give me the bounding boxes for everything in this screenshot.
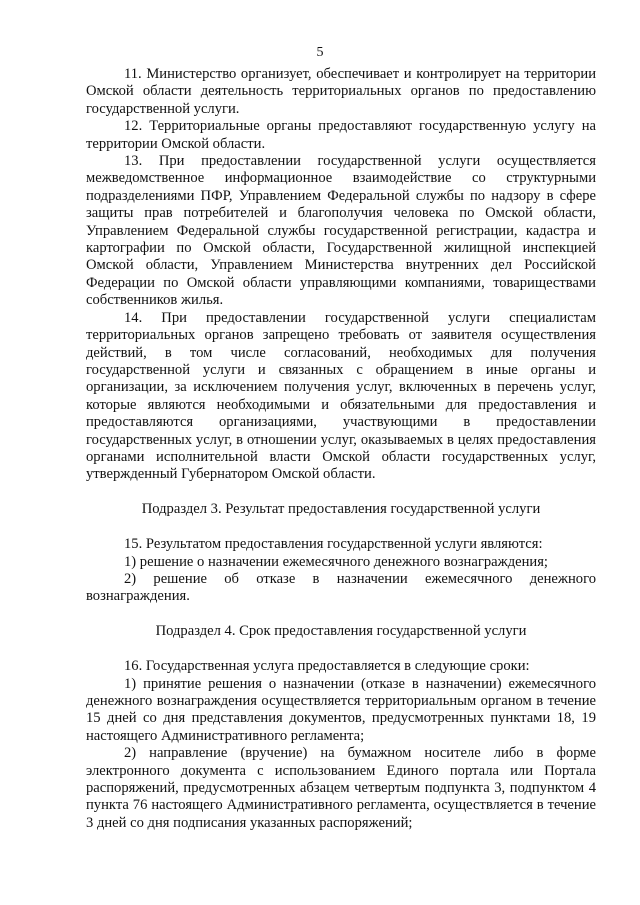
paragraph-14: 14. При предоставлении государственной услуги специалистам территориальных органов запрещено требовать от заявителя осуществления действий, в том числе согласований, необходимых для получения государственной услуги и связанных с обращением в иные органы и организации, за исключением получения услуг, включенных в перечень услуг, которые являются необходимыми и обязательными для предоставления и предоставляются организациями, участвующими в предоставлении государственных услуг, в отношении услуг, оказываемых в целях предоставления органами исполнительной власти Омской области государственных услуг, утвержденный Губернатором Омской области. bbox=[86, 309, 596, 483]
paragraph-15: 15. Результатом предоставления государственной услуги являются: bbox=[124, 536, 543, 553]
paragraph-15-item-2: 2) решение об отказе в назначении ежемесячного денежного вознаграждения. bbox=[86, 570, 596, 605]
paragraph-16-item-2: 2) направление (вручение) на бумажном носителе либо в форме электронного документа с использованием Единого портала или Портала распоряжений, предусмотренных абзацем четвертым подпункта 3, подпунктом 4 пункта 76 настоящего Административного регламента, осуществляется в течение 3 дней со дня подписания указанных распоряжений; bbox=[86, 745, 596, 831]
paragraph-12: 12. Территориальные органы предоставляют государственную услугу на территории Омской области. bbox=[86, 118, 596, 152]
page-number: 5 bbox=[316, 45, 324, 60]
document-body bbox=[86, 66, 596, 832]
paragraph-13: 13. При предоставлении государственной услуги осуществляется межведомственное информационное взаимодействие со структурными подразделениями ПФР, Управлением Федеральной службы по надзору в сфере защиты прав потребителей и благополучия человека по Омской области, Управлением Федеральной службы государственной регистрации, кадастра и картографии по Омской области, Государственной жилищной инспекцией Омской области, Управлением Министерства внутренних дел Российской Федерации по Омской области управляющими компаниями, товариществами собственников жилья. bbox=[86, 153, 596, 309]
subsection-3-heading: Подраздел 3. Результат предоставления государственной услуги bbox=[141, 500, 541, 517]
subsection-4-heading: Подраздел 4. Срок предоставления государственной услуги bbox=[155, 622, 527, 639]
paragraph-11: 11. Министерство организует, обеспечивает и контролирует на территории Омской области деятельность территориальных органов по предоставлению государственной услуги. bbox=[86, 66, 596, 117]
paragraph-16-item-1: 1) принятие решения о назначении (отказе в назначении) ежемесячного денежного вознаграждения осуществляется территориальным органом в течение 15 дней со дня представления документов, предусмотренных пунктами 18, 19 настоящего Административного регламента; bbox=[86, 675, 596, 744]
paragraph-15-item-1: 1) решение о назначении ежемесячного денежного вознаграждения; bbox=[124, 553, 548, 570]
paragraph-16: 16. Государственная услуга предоставляется в следующие сроки: bbox=[124, 658, 530, 675]
